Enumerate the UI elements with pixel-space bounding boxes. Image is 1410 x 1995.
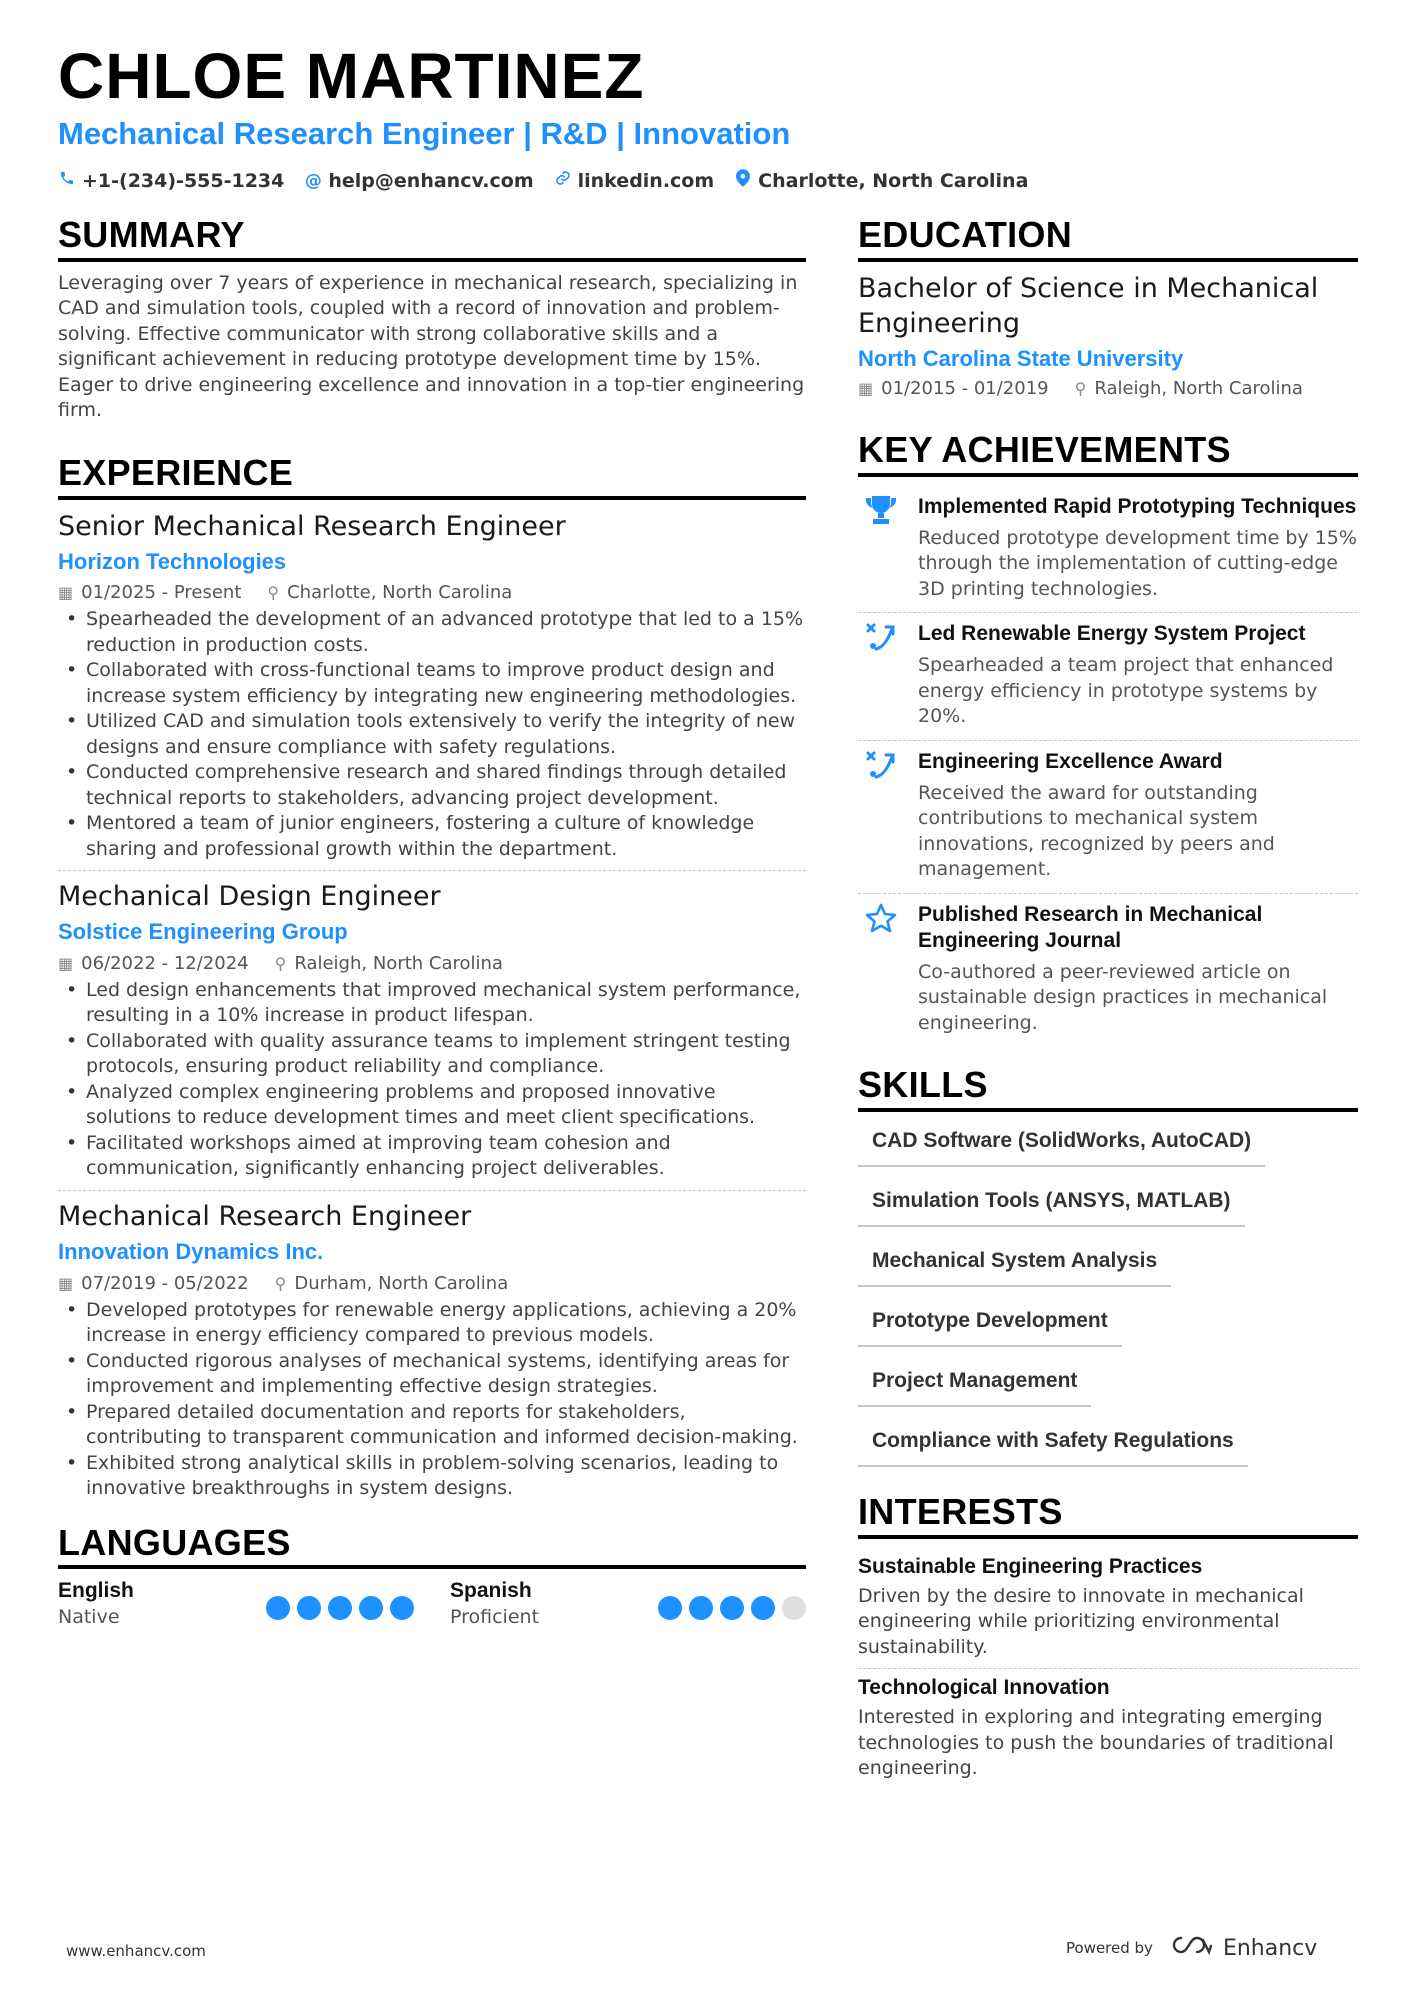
link-icon [554, 170, 572, 191]
map-pin-icon: ⚲ [1074, 378, 1087, 398]
achievement-item [858, 894, 1358, 1047]
job-bullet: • Mentored a team of junior engineers, fostering a culture of knowledge sharing and professional growth within the department. [58, 811, 806, 862]
rating-dot [720, 1596, 744, 1620]
language-name: Spanish [450, 1579, 532, 1603]
language-name: English [58, 1579, 134, 1603]
job-location: Charlotte, North Carolina [287, 582, 513, 604]
achievement-item [858, 613, 1358, 741]
language-rating [266, 1596, 414, 1620]
interest-title: Sustainable Engineering Practices [858, 1554, 1203, 1578]
achievement-desc: Reduced prototype development time by 15% through the implementation of cutting-edge 3D printing technologies. [918, 526, 1357, 600]
job-role: Mechanical Research Engineer [58, 1200, 472, 1232]
rating-dot [390, 1596, 414, 1620]
achievement-title: Published Research in Mechanical Engineering Journal [918, 902, 1263, 952]
experience-title: EXPERIENCE [58, 454, 806, 500]
job-bullet: • Facilitated workshops aimed at improving team cohesion and communication, significantly enhancing project deliverables. [58, 1131, 806, 1182]
experience-section [58, 451, 806, 1510]
job-bullet: • Collaborated with cross-functional teams to improve product design and increase system efficiency by integrating new engineering methodologies. [58, 658, 806, 709]
calendar-icon: ▦ [858, 378, 874, 398]
interest-item [858, 1548, 1358, 1670]
job-dates: 01/2025 - Present [81, 582, 242, 604]
contact-email[interactable] [304, 170, 533, 192]
rating-dot [751, 1596, 775, 1620]
calendar-icon: ▦ [58, 953, 74, 973]
job-bullet: • Exhibited strong analytical skills in problem-solving scenarios, leading to innovative breakthroughs in system designs. [58, 1451, 806, 1502]
powered-by-label: Powered by [1066, 1939, 1153, 1957]
phone-text: +1-(234)-555-1234 [82, 169, 285, 192]
contact-location [734, 169, 1028, 192]
candidate-name: CHLOE MARTINEZ [58, 40, 645, 112]
job-bullets [58, 1298, 806, 1502]
job-bullet: • Prepared detailed documentation and reports for stakeholders, contributing to transparent communication and informed decision-making. [58, 1400, 806, 1451]
strategy-arrow-icon [858, 749, 904, 883]
left-column [58, 216, 806, 1629]
enhancv-logo-icon [1167, 1934, 1213, 1962]
job-bullet: • Collaborated with quality assurance teams to implement stringent testing protocols, ensuring product reliability and compliance. [58, 1029, 806, 1080]
calendar-icon: ▦ [58, 583, 74, 603]
achievement-title: Implemented Rapid Prototyping Techniques [918, 494, 1357, 518]
job-location: Durham, North Carolina [294, 1272, 509, 1294]
rating-dot [266, 1596, 290, 1620]
rating-dot [658, 1596, 682, 1620]
job-bullet: • Spearheaded the development of an advanced prototype that led to a 15% reduction in production costs. [58, 607, 806, 658]
skill-tag: Compliance with Safety Regulations [858, 1421, 1248, 1467]
strategy-arrow-icon [858, 621, 904, 730]
location-text: Charlotte, North Carolina [758, 169, 1029, 192]
trophy-icon [858, 494, 904, 603]
rating-dot [328, 1596, 352, 1620]
rating-dot [359, 1596, 383, 1620]
language-list [58, 1578, 806, 1629]
footer-branding[interactable] [1066, 1934, 1317, 1962]
calendar-icon: ▦ [58, 1273, 74, 1293]
contact-linkedin[interactable] [554, 170, 715, 192]
achievements-title: KEY ACHIEVEMENTS [858, 431, 1358, 477]
skills-title: SKILLS [858, 1066, 1358, 1112]
achievement-item [858, 486, 1358, 614]
brand [1167, 1934, 1317, 1962]
achievement-item [858, 741, 1358, 894]
education-section [858, 216, 1358, 399]
interest-item [858, 1669, 1358, 1790]
education-title: EDUCATION [858, 216, 1358, 262]
skills-list [858, 1121, 1358, 1481]
job-entry [58, 509, 806, 872]
school: North Carolina State University [858, 345, 1184, 371]
job-bullet: • Analyzed complex engineering problems and proposed innovative solutions to reduce development times and meet client specifications. [58, 1080, 806, 1131]
rating-dot [689, 1596, 713, 1620]
language-rating [658, 1596, 806, 1620]
job-bullet: • Conducted rigorous analyses of mechanical systems, identifying areas for improvement and implementing effective design strategies. [58, 1349, 806, 1400]
job-meta [58, 953, 806, 974]
language-item [58, 1578, 414, 1629]
job-bullet: • Led design enhancements that improved mechanical system performance, resulting in a 10% increase in product lifespan. [58, 978, 806, 1029]
map-pin-icon: ⚲ [267, 583, 280, 603]
job-bullet: • Developed prototypes for renewable energy applications, achieving a 20% increase in energy efficiency compared to previous models. [58, 1298, 806, 1349]
star-icon [858, 902, 904, 1037]
map-pin-icon [734, 169, 752, 192]
language-level: Proficient [450, 1605, 540, 1628]
skill-tag: Mechanical System Analysis [858, 1241, 1171, 1287]
education-location: Raleigh, North Carolina [1094, 377, 1303, 399]
achievement-desc: Received the award for outstanding contributions to mechanical system innovations, recognized by peers and management. [918, 781, 1275, 881]
skills-section [858, 1066, 1358, 1481]
job-location: Raleigh, North Carolina [294, 952, 503, 974]
right-column [858, 216, 1358, 1790]
interest-desc: Driven by the desire to innovate in mechanical engineering while prioritizing environmental sustainability. [858, 1584, 1304, 1658]
skill-tag: Project Management [858, 1361, 1091, 1407]
contact-phone[interactable] [58, 170, 284, 192]
job-bullet: • Utilized CAD and simulation tools extensively to verify the integrity of new designs and ensure compliance with safety regulations. [58, 709, 806, 760]
skill-tag: Simulation Tools (ANSYS, MATLAB) [858, 1181, 1245, 1227]
job-company: Horizon Technologies [58, 548, 287, 574]
email-text: help@enhancv.com [328, 169, 534, 192]
job-role: Senior Mechanical Research Engineer [58, 510, 566, 542]
achievement-title: Engineering Excellence Award [918, 749, 1223, 773]
contact-bar [58, 169, 1028, 192]
interests-title: INTERESTS [858, 1493, 1358, 1539]
degree: Bachelor of Science in Mechanical Engineering [858, 272, 1319, 339]
achievement-desc: Spearheaded a team project that enhanced energy efficiency in prototype systems by 20%. [918, 654, 1334, 728]
linkedin-text: linkedin.com [577, 169, 715, 192]
job-bullets [58, 978, 806, 1182]
at-sign-icon: @ [304, 170, 322, 191]
achievements-section [858, 428, 1358, 1046]
interest-title: Technological Innovation [858, 1676, 1110, 1700]
job-bullets [58, 607, 806, 862]
job-dates: 06/2022 - 12/2024 [81, 952, 249, 974]
job-role: Mechanical Design Engineer [58, 881, 441, 913]
brand-name: Enhancv [1222, 1935, 1318, 1961]
education-dates: 01/2015 - 01/2019 [881, 377, 1049, 399]
interests-section [858, 1490, 1358, 1790]
education-meta [858, 378, 1358, 399]
language-item [450, 1578, 806, 1629]
rating-dot [782, 1596, 806, 1620]
job-entry [58, 879, 806, 1191]
summary-section [58, 216, 806, 424]
phone-icon [58, 170, 76, 191]
job-meta [58, 1273, 806, 1294]
job-company: Solstice Engineering Group [58, 919, 348, 945]
map-pin-icon: ⚲ [274, 953, 287, 973]
languages-section [58, 1521, 806, 1630]
languages-title: LANGUAGES [58, 1524, 806, 1570]
map-pin-icon: ⚲ [274, 1273, 287, 1293]
job-company: Innovation Dynamics Inc. [58, 1239, 324, 1265]
job-dates: 07/2019 - 05/2022 [81, 1272, 249, 1294]
footer-website[interactable]: www.enhancv.com [66, 1942, 206, 1960]
job-bullet: • Conducted comprehensive research and shared findings through detailed technical reports to stakeholders, advancing project development. [58, 760, 806, 811]
job-entry [58, 1199, 806, 1510]
skill-tag: CAD Software (SolidWorks, AutoCAD) [858, 1121, 1265, 1167]
language-level: Native [58, 1605, 120, 1628]
summary-text: Leveraging over 7 years of experience in mechanical research, specializing in CAD and simulation tools, coupled with a record of innovation and problem-solving. Effective communicator with strong collaborative skills and a significant achievement in reducing prototype development time by 15%. Eager to drive engineering excellence and innovation in a top-tier engineering firm. [58, 271, 805, 422]
skill-tag: Prototype Development [858, 1301, 1122, 1347]
interest-desc: Interested in exploring and integrating emerging technologies to push the boundaries of traditional engineering. [858, 1706, 1334, 1780]
job-meta [58, 582, 806, 603]
achievement-title: Led Renewable Energy System Project [918, 622, 1306, 646]
summary-title: SUMMARY [58, 216, 806, 262]
achievement-desc: Co-authored a peer-reviewed article on sustainable design practices in mechanical engineering. [918, 960, 1328, 1034]
rating-dot [297, 1596, 321, 1620]
headline: Mechanical Research Engineer | R&D | Innovation [58, 116, 791, 151]
